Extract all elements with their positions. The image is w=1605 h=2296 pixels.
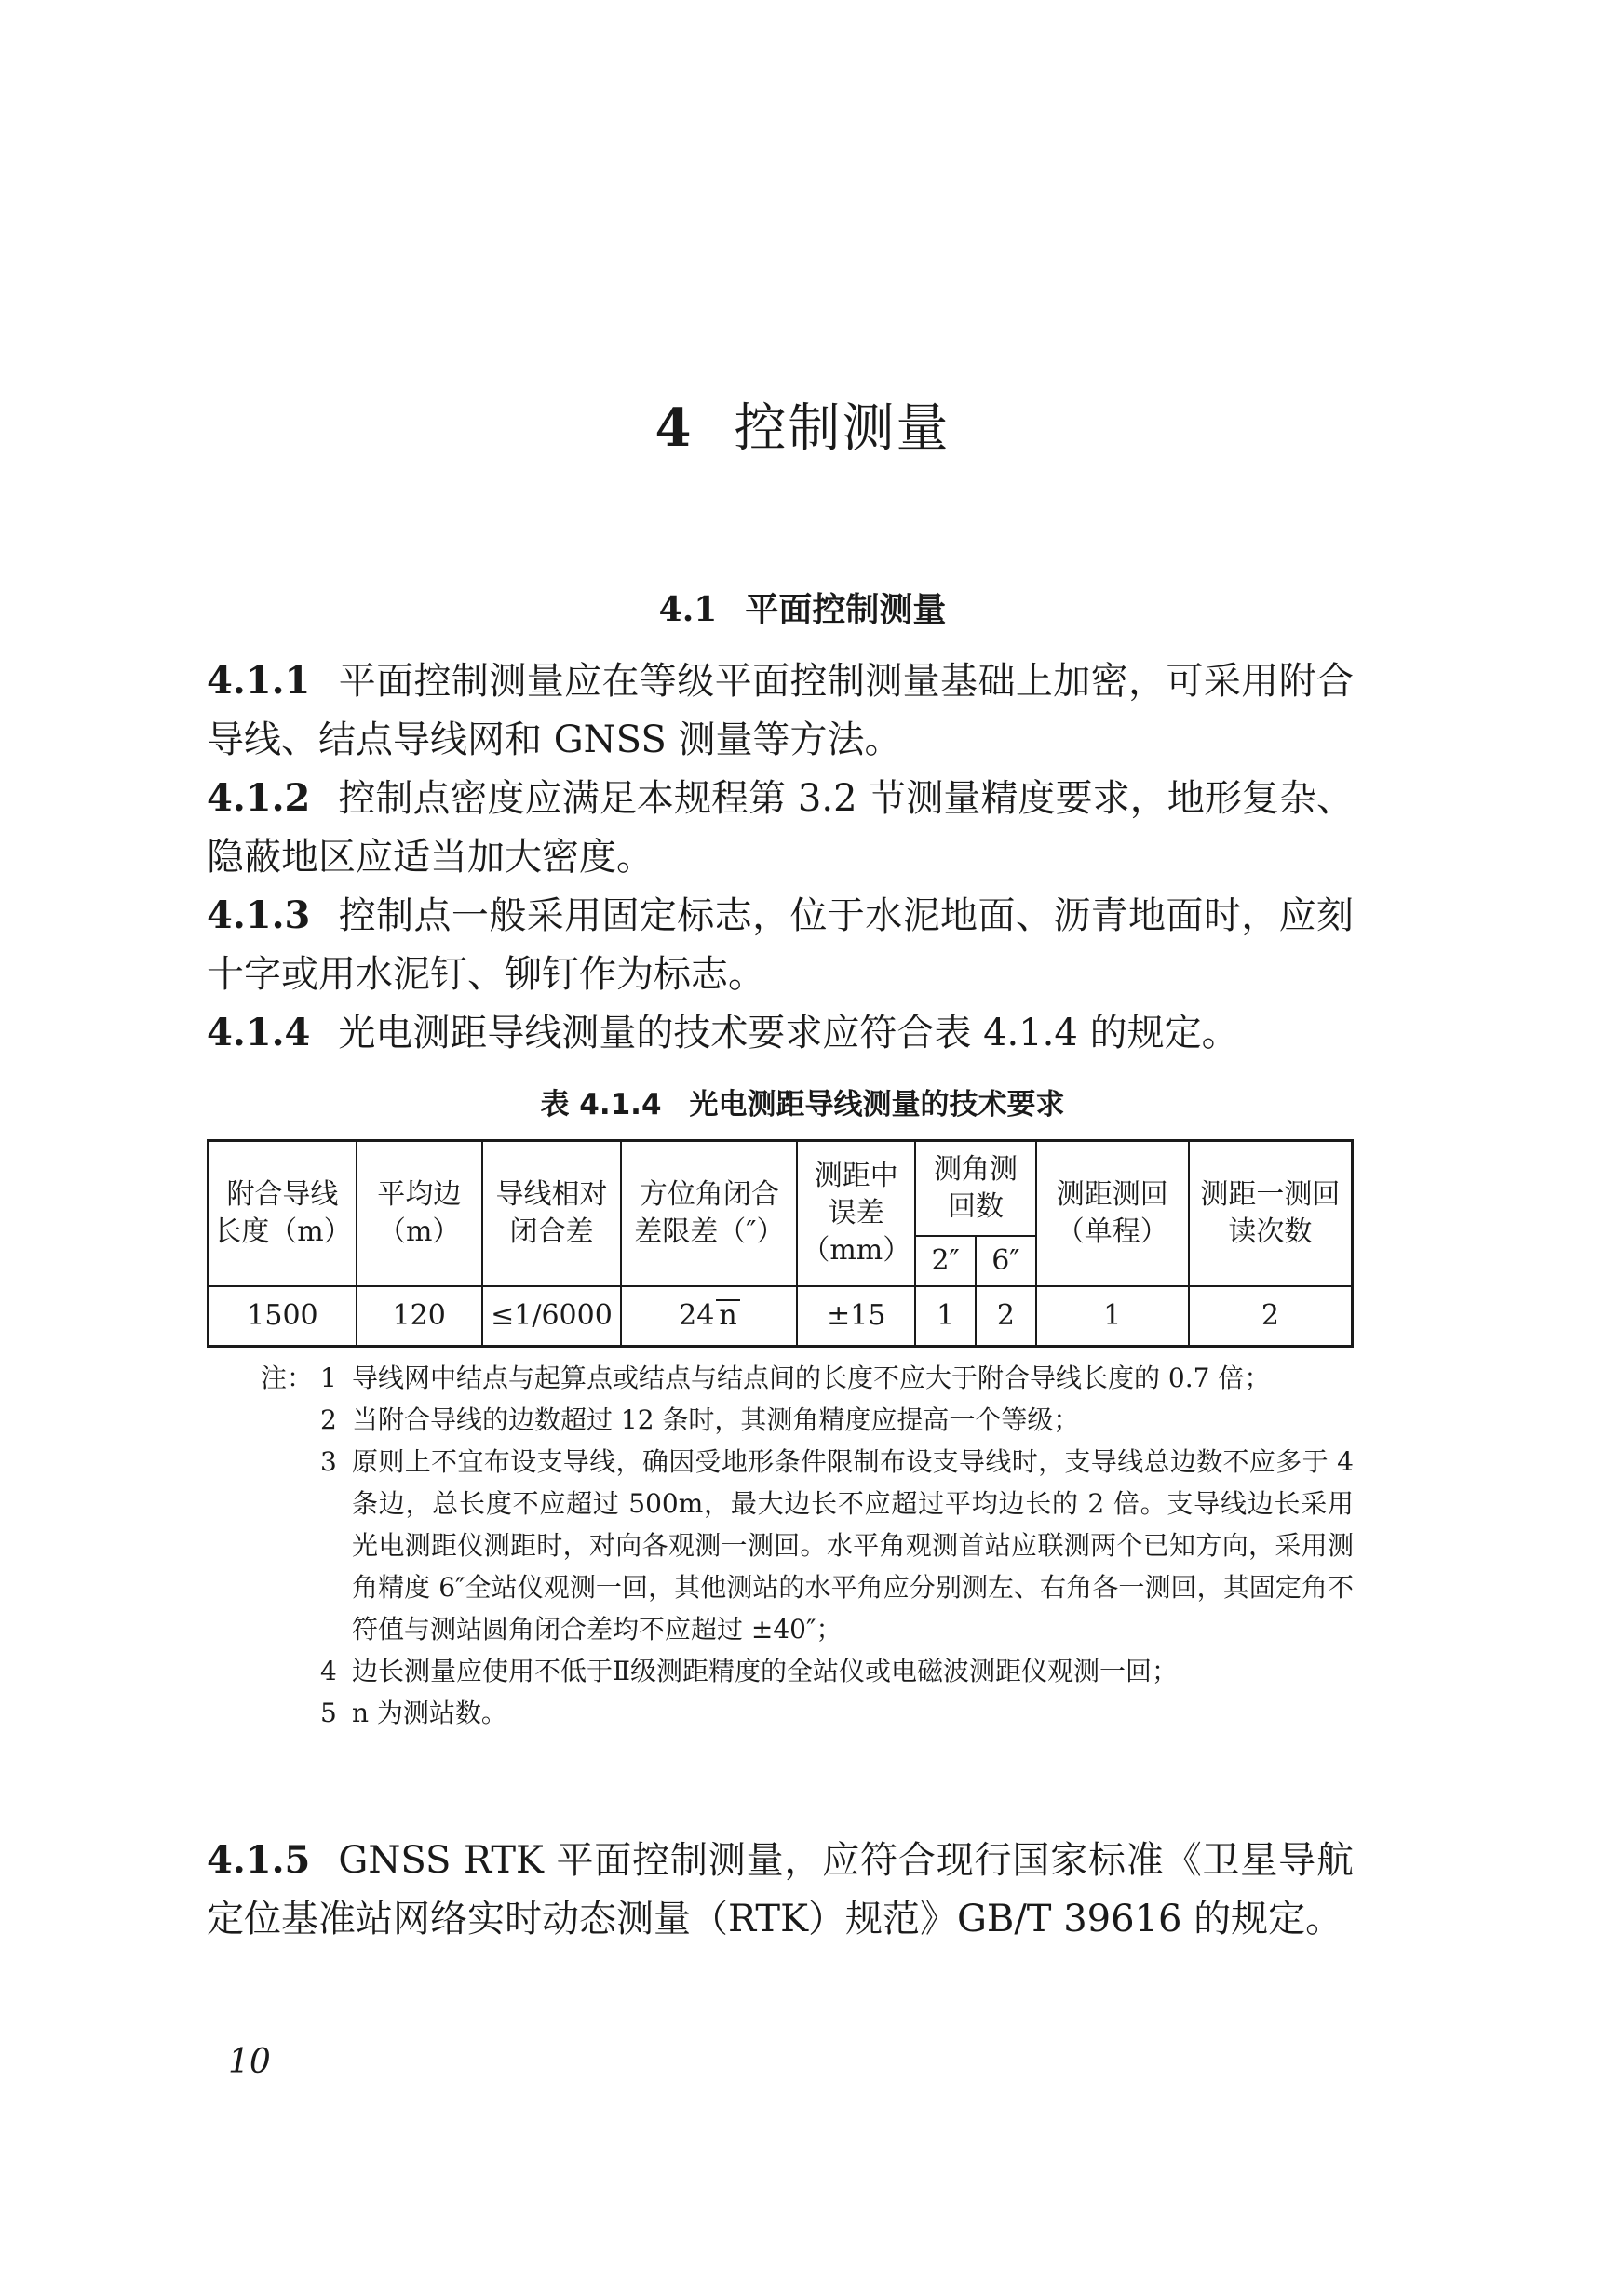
note-text: n 为测站数。 — [352, 1698, 507, 1728]
clause-4-1-3 — [207, 886, 1354, 1004]
clause-text: 光电测距导线测量的技术要求应符合表 4.1.4 的规定。 — [338, 1012, 1239, 1054]
note-item — [251, 1399, 1354, 1441]
azimuth-coefficient: 24 — [679, 1299, 715, 1332]
clause-text: GNSS RTK 平面控制测量，应符合现行国家标准《卫星导航定位基准站网络实时动态测量（RTK）规范》GB/T 39616 的规定。 — [207, 1839, 1354, 1940]
clause-number: 4.1.2 — [207, 776, 311, 820]
note-text: 原则上不宜布设支导线，确因受地形条件限制布设支导线时，支导线总边数不应多于 4 条边，总长度不应超过 500m，最大边长不应超过平均边长的 2 倍。支导线边长采用光电测距仪测距时，对向各观测一测回。水平角观测首站应联测两个已知方向，采用测角精度 6″全站仪观测一回，其他测站的水平角应分别测左、右角各一测回，其固定角不符值与测站圆角闭合差均不应超过 ±40″； — [352, 1446, 1354, 1645]
note-item — [251, 1650, 1354, 1692]
table-header-row — [209, 1141, 1353, 1237]
chapter-title-text: 控制测量 — [734, 398, 951, 459]
note-index: 3 — [320, 1446, 337, 1477]
page-number: 10 — [228, 2043, 271, 2081]
clause-number: 4.1.3 — [207, 893, 311, 937]
cell-closure: ≤1/6000 — [482, 1286, 622, 1347]
clause-number: 4.1.1 — [207, 659, 311, 703]
clause-number: 4.1.5 — [207, 1838, 311, 1882]
section-title — [0, 582, 1605, 638]
clause-4-1-4 — [207, 1003, 1354, 1063]
header-angle-6: 6″ — [976, 1236, 1036, 1286]
note-text: 边长测量应使用不低于Ⅱ级测距精度的全站仪或电磁波测距仪观测一回； — [352, 1656, 1179, 1686]
cell-angle-2: 1 — [915, 1286, 976, 1347]
note-index: 5 — [320, 1698, 337, 1728]
table-caption-number: 表 4.1.4 — [540, 1088, 662, 1121]
header-angle-2: 2″ — [915, 1236, 976, 1286]
technical-requirements-table — [207, 1139, 1354, 1348]
header-length: 附合导线长度（m） — [209, 1141, 357, 1287]
table-caption-title: 光电测距导线测量的技术要求 — [689, 1088, 1065, 1121]
clause-number: 4.1.4 — [207, 1011, 311, 1054]
header-angle-rounds: 测角测回数 — [915, 1141, 1036, 1237]
note-item — [251, 1692, 1354, 1734]
sqrt-n: n — [716, 1299, 739, 1331]
header-avg-side: 平均边（m） — [357, 1141, 482, 1287]
clause-text: 控制点一般采用固定标志，位于水泥地面、沥青地面时，应刻十字或用水泥钉、铆钉作为标志。 — [207, 894, 1354, 996]
clause-text: 控制点密度应满足本规程第 3.2 节测量精度要求，地形复杂、隐蔽地区应适当加大密度。 — [207, 777, 1354, 879]
section-title-text: 平面控制测量 — [745, 591, 947, 629]
header-dist-error: 测距中误差（mm） — [797, 1141, 915, 1287]
chapter-title — [0, 386, 1605, 470]
note-text: 当附合导线的边数超过 12 条时，其测角精度应提高一个等级； — [352, 1404, 1080, 1435]
note-index: 4 — [320, 1656, 337, 1686]
clause-4-1-2 — [207, 769, 1354, 887]
header-dist-rounds: 测距测回（单程） — [1036, 1141, 1189, 1287]
cell-dist-rounds: 1 — [1036, 1286, 1189, 1347]
cell-readings: 2 — [1189, 1286, 1353, 1347]
table-row — [209, 1286, 1353, 1347]
note-item — [251, 1357, 1354, 1399]
cell-angle-6: 2 — [976, 1286, 1036, 1347]
cell-length: 1500 — [209, 1286, 357, 1347]
section-number: 4.1 — [658, 590, 718, 629]
notes-label: 注： — [260, 1363, 313, 1393]
cell-dist-error: ±15 — [797, 1286, 915, 1347]
cell-avg-side: 120 — [357, 1286, 482, 1347]
clause-text: 平面控制测量应在等级平面控制测量基础上加密，可采用附合导线、结点导线网和 GNSS 测量等方法。 — [207, 660, 1354, 761]
header-azimuth: 方位角闭合差限差（″） — [621, 1141, 797, 1287]
table-caption — [0, 1082, 1605, 1127]
note-index: 2 — [320, 1404, 337, 1435]
table-notes — [251, 1357, 1354, 1734]
chapter-number: 4 — [654, 397, 694, 459]
note-text: 导线网中结点与起算点或结点与结点间的长度不应大于附合导线长度的 0.7 倍； — [352, 1363, 1271, 1393]
header-closure: 导线相对闭合差 — [482, 1141, 622, 1287]
clause-4-1-5 — [207, 1831, 1354, 1949]
note-index: 1 — [320, 1363, 337, 1393]
clause-4-1-1 — [207, 651, 1354, 770]
note-item — [251, 1441, 1354, 1650]
header-readings: 测距一测回读次数 — [1189, 1141, 1353, 1287]
cell-azimuth — [621, 1286, 797, 1347]
